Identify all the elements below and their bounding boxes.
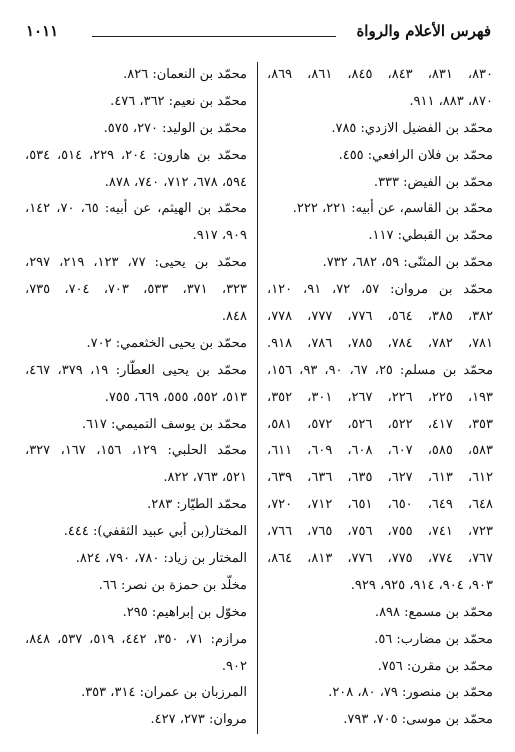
index-line: ٣٥٣، ٤١٧، ٥٢٢، ٥٢٦، ٥٧٢، ٥٨١، [267,416,493,432]
index-line: محمّد بن نعيم: ٣٦٢، ٤٧٦. [110,93,247,109]
index-line: ٩٠٢. [221,658,247,674]
index-line: محمّد بن مسمع: ٨٩٨. [374,604,493,620]
index-line: ٥١٣، ٥٥٢، ٥٥٥، ٦٦٩، ٧٥٥. [104,389,247,405]
index-line: ٣٨٢، ٣٨٥، ٥٦٤، ٧٧٦، ٧٧٧، ٧٧٨، [267,309,493,325]
index-line: ٨٣٠، ٨٣١، ٨٤٣، ٨٤٥، ٨٦١، ٨٦٩، [267,67,493,82]
header-rule [92,36,336,37]
index-line: محمّد بن مضارب: ٥٦. [374,631,493,647]
index-line: مخلّد بن حمزة بن نصر: ٦٦. [98,577,247,593]
running-header-title: فهرس الأعلام والرواة [356,22,491,40]
index-line: ٦٤٨، ٦٤٩، ٦٥٠، ٦٥١، ٧١٢، ٧٢٠، [267,497,493,513]
index-line: ٣٢٣، ٣٧١، ٥٣٣، ٧٠٣، ٧٠٤، ٧٣٥، [25,282,247,298]
index-line: ٥٩٤، ٦٧٨، ٧١٢، ٧٤٠، ٨٧٨. [104,174,247,190]
index-line: محمّد بن مروان: ٥٧، ٧٢، ٩١، ١٢٠، [267,282,493,298]
index-line: محمّد بن موسى: ٧٠٥، ٧٩٣. [343,712,493,728]
index-line: محمّد بن منصور: ٧٩، ٨٠، ٢٠٨. [328,685,493,701]
index-line: محمّد بن مقرن: ٧٥٦. [377,658,493,674]
index-column-left [25,62,247,734]
index-line: محمّد بن يحيى العطّار: ١٩، ٣٧٩، ٤٦٧، [25,362,247,378]
index-line: المختار(بن أبي عبيد الثقفي): ٤٤٤. [63,524,247,540]
index-line: محمّد الحلبي: ١٢٩، ١٥٦، ١٦٧، ٣٢٧، [25,443,247,459]
index-column-right [267,62,493,734]
index-line: ٨٤٨. [221,309,247,325]
index-line: ٥٢١، ٧٦٣، ٨٢٢. [163,470,247,486]
index-line: محمّد الطيّار: ٢٨٣. [147,497,247,513]
index-line: ٥٨٣، ٥٨٥، ٦٠٧، ٦٠٨، ٦٠٩، ٦١١، [267,443,493,459]
column-divider [257,62,258,734]
index-line: ٩٠٩، ٩١٧. [192,228,247,244]
index-line: محمّد بن فلان الرافعي: ٤٥٥. [338,147,493,163]
index-line: ٦١٢، ٦١٣، ٦٢٧، ٦٣٥، ٦٣٦، ٦٣٩، [267,470,493,486]
index-line: مروان: ٢٧٣، ٤٢٧. [150,712,247,728]
index-line: ٨٧٠، ٨٨٣، ٩١١. [409,93,493,109]
index-line: ١٩٣، ٢٢٥، ٢٢٦، ٢٦٧، ٣٠١، ٣٥٢، [267,389,493,405]
index-line: محمّد بن المثنّى: ٥٩، ٦٨٢، ٧٣٢. [322,255,493,271]
index-line: محمّد بن الهيثم، عن أبيه: ٦٥، ٧٠، ١٤٢، [25,201,247,217]
index-line: محمّد بن الفضيل الازدي: ٧٨٥. [331,120,493,136]
index-line: ٩٠٣، ٩٠٤، ٩١٤، ٩٢٥، ٩٢٩. [350,577,493,593]
page-number: ١٠١١ [26,22,59,40]
index-line: محمّد بن النعمان: ٨٢٦. [123,67,247,82]
index-line: محمّد بن القاسم، عن أبيه: ٢٢١، ٢٢٢. [292,201,493,217]
index-line: محمّد بن مسلم: ٢٥، ٦٧، ٩٠، ٩٣، ١٥٦، [267,362,493,378]
index-line: مرازم: ٧١، ٣٥٠، ٤٤٢، ٥١٩، ٥٣٧، ٨٤٨، [25,631,247,647]
index-line: ٧٢٣، ٧٤١، ٧٥٥، ٧٥٦، ٧٦٥، ٧٦٦، [267,524,493,540]
index-line: ٧٦٧، ٧٧٤، ٧٧٥، ٧٧٦، ٨١٣، ٨٦٤، [267,551,493,567]
index-line: مخوّل بن إبراهيم: ٢٩٥. [122,604,247,620]
index-line: محمّد بن يحيى الخثعمي: ٧٠٢. [86,335,247,351]
index-line: محمّد بن القبطي: ١١٧. [368,228,493,244]
index-line: ٧٨١، ٧٨٢، ٧٨٤، ٧٨٥، ٧٨٦، ٩١٨. [267,335,493,351]
index-line: محمّد بن الوليد: ٢٧٠، ٥٧٥. [103,120,247,136]
index-line: محمّد بن الفيض: ٣٣٣. [373,174,493,190]
index-line: محمّد بن يحيى: ٧٧، ١٢٣، ٢١٩، ٢٩٧، [25,255,247,271]
index-line: محمّد بن يوسف التميمي: ٦١٧. [81,416,247,432]
index-line: المرزبان بن عمران: ٣١٤، ٣٥٣. [81,685,247,701]
index-line: محمّد بن هارون: ٢٠٤، ٢٢٩، ٥١٤، ٥٣٤، [25,147,247,163]
index-line: المختار بن زياد: ٧٨٠، ٧٩٠، ٨٢٤. [75,551,247,567]
